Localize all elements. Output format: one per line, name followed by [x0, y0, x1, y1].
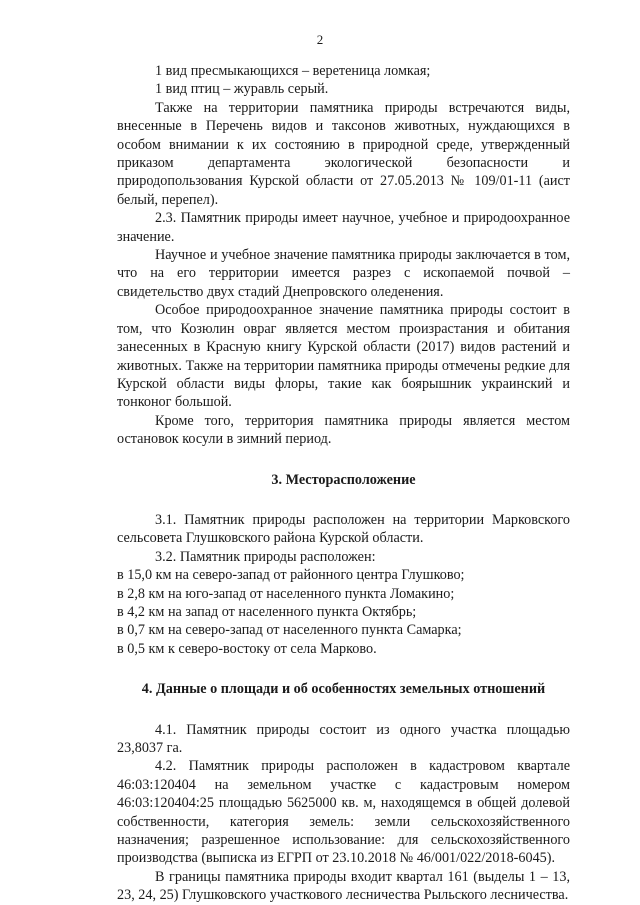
paragraph-special-species: Также на территории памятника природы встречаются виды, внесенные в Перечень видов и таксонов животных, нуждающихся в особом внимании к их состоянию в природной среде, утвержденный приказом департамента экологической безопасности и природопользования Курской области от 27.05.2013 № 109/01-11 (аист белый, перепел).: [117, 99, 570, 208]
paragraph-3-2: 3.2. Памятник природы расположен:: [155, 548, 376, 565]
paragraph-2-3: 2.3. Памятник природы имеет научное, учебное и природоохранное значение.: [117, 210, 570, 245]
paragraph-4-2: 4.2. Памятник природы расположен в кадастровом квартале 46:03:120404 на земельном участке с кадастровым номером 46:03:120404:25 площадью 5625000 кв. м, находящемся в общей долевой собственности, категория земель: земли сельскохозяйственного назначения; разрешенное использование: для сельскохозяйственного производства (выписка из ЕГРП от 23.10.2018 № 46/001/022/2018-6045).: [117, 758, 570, 867]
location-item: в 0,7 км на северо-запад от населенного пункта Самарка;: [117, 622, 462, 639]
paragraph-forestry: В границы памятника природы входит квартал 161 (выделы 1 – 13, 23, 24, 25) Глушковского участкового лесничества Рыльского лесничества.: [117, 868, 570, 904]
page-number: 2: [316, 32, 324, 47]
page-content: [117, 62, 570, 905]
paragraph-conservation-value: Особое природоохранное значение памятника природы состоит в том, что Козюлин овраг является местом произрастания и обитания занесенных в Красную книгу Курской области (2017) видов растений и животных. Также на территории памятника природы отмечены редкие для Курской области виды флоры, такие как боярышник украинский и тонконог большой.: [117, 302, 570, 411]
location-item: в 0,5 км к северо-востоку от села Марково.: [117, 640, 377, 657]
paragraph-reptiles: 1 вид пресмыкающихся – веретеница ломкая;: [155, 63, 431, 79]
location-item: в 4,2 км на запад от населенного пункта Октябрь;: [117, 603, 417, 620]
section-4-heading: 4. Данные о площади и об особенностях земельных отношений: [141, 681, 546, 698]
paragraph-3-1: 3.1. Памятник природы расположен на территории Марковского сельсовета Глушковского района Курской области.: [117, 511, 570, 547]
paragraph-scientific-value: Научное и учебное значение памятника природы заключается в том, что на его территории имеется разрез с ископаемой почвой – свидетельство двух стадий Днепровского оледенения.: [117, 247, 570, 300]
paragraph-4-1: 4.1. Памятник природы состоит из одного участка площадью 23,8037 га.: [117, 721, 570, 756]
location-item: в 2,8 км на юго-запад от населенного пункта Ломакино;: [117, 585, 455, 602]
paragraph-roe-deer: Кроме того, территория памятника природы является местом остановок косули в зимний период.: [117, 412, 570, 448]
paragraph-birds: 1 вид птиц – журавль серый.: [155, 81, 329, 98]
section-3-heading: 3. Месторасположение: [271, 471, 416, 488]
location-item: в 15,0 км на северо-запад от районного центра Глушково;: [117, 567, 465, 584]
